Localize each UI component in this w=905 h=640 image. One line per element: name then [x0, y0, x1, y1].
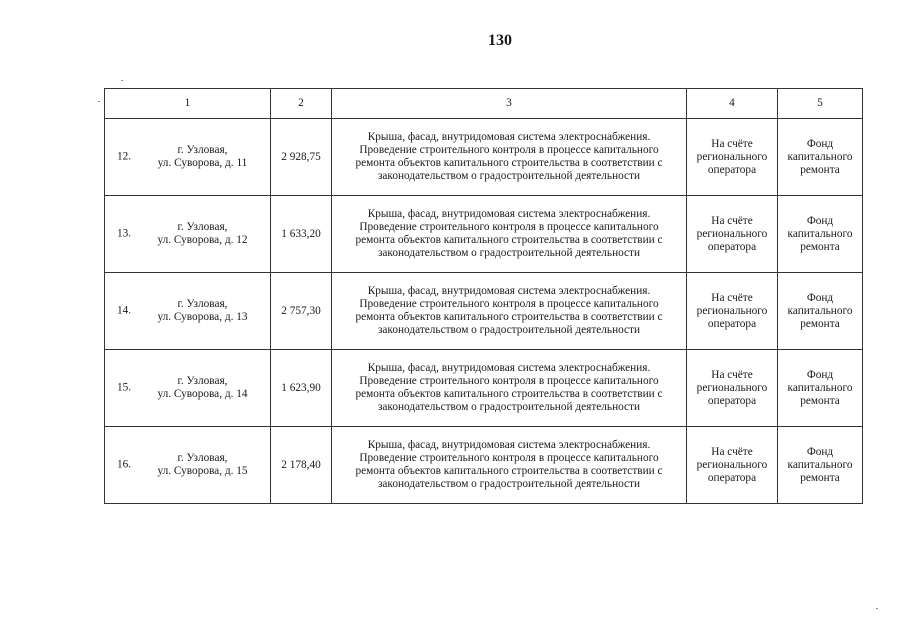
scan-speck — [121, 80, 123, 81]
table-row — [105, 273, 863, 350]
works-line: ремонта объектов капитального строительства в соответствии с — [355, 465, 663, 477]
works-line: ремонта объектов капитального строительства в соответствии с — [355, 234, 663, 246]
source-line: Фонд — [806, 368, 834, 381]
address-city: г. Узловая, — [177, 221, 228, 233]
page-number: 130 — [488, 32, 512, 49]
works-line: законодательством о градостроительной деятельности — [377, 478, 641, 490]
scan-speck — [876, 608, 878, 609]
source-cell — [778, 273, 863, 350]
address-cell — [105, 196, 271, 273]
address-street: ул. Суворова, д. 12 — [157, 234, 248, 246]
column-header: 5 — [778, 89, 863, 119]
works-line: ремонта объектов капитального строительства в соответствии с — [355, 388, 663, 400]
account-line: оператора — [707, 163, 757, 176]
works-line: Проведение строительного контроля в процессе капитального — [359, 375, 659, 387]
account-line: На счёте — [711, 291, 753, 304]
account-cell — [687, 196, 778, 273]
row-number: 14. — [117, 304, 132, 317]
source-cell — [778, 119, 863, 196]
account-line: оператора — [707, 240, 757, 253]
account-line: оператора — [707, 317, 757, 330]
source-line: капитального — [787, 150, 853, 163]
table-row — [105, 427, 863, 504]
works-line: Крыша, фасад, внутридомовая система электроснабжения. — [367, 285, 651, 297]
source-line: капитального — [787, 227, 853, 240]
works-line: законодательством о градостроительной деятельности — [377, 247, 641, 259]
works-line: Проведение строительного контроля в процессе капитального — [359, 221, 659, 233]
works-line: Крыша, фасад, внутридомовая система электроснабжения. — [367, 131, 651, 143]
source-cell — [778, 427, 863, 504]
address-city: г. Узловая, — [177, 375, 228, 387]
column-header: 4 — [687, 89, 778, 119]
source-line: ремонта — [800, 471, 840, 484]
works-cell — [332, 427, 687, 504]
address-cell — [105, 427, 271, 504]
works-line: Проведение строительного контроля в процессе капитального — [359, 298, 659, 310]
account-line: оператора — [707, 394, 757, 407]
source-line: капитального — [787, 458, 853, 471]
account-line: регионального — [696, 304, 768, 317]
table-row — [105, 196, 863, 273]
account-cell — [687, 427, 778, 504]
account-cell — [687, 273, 778, 350]
address-street: ул. Суворова, д. 15 — [157, 465, 248, 477]
works-line: законодательством о градостроительной деятельности — [377, 170, 641, 182]
row-number: 15. — [117, 381, 132, 394]
row-number: 16. — [117, 458, 132, 471]
repair-table — [104, 88, 863, 504]
row-number: 13. — [117, 227, 132, 240]
account-cell — [687, 350, 778, 427]
column-header: 3 — [332, 89, 687, 119]
column-header: 2 — [271, 89, 332, 119]
row-number: 12. — [117, 150, 132, 163]
account-line: оператора — [707, 471, 757, 484]
account-line: регионального — [696, 227, 768, 240]
works-line: Крыша, фасад, внутридомовая система электроснабжения. — [367, 362, 651, 374]
table-row — [105, 119, 863, 196]
address-cell — [105, 119, 271, 196]
address-street: ул. Суворова, д. 13 — [157, 311, 248, 323]
source-line: ремонта — [800, 394, 840, 407]
account-cell — [687, 119, 778, 196]
account-line: На счёте — [711, 137, 753, 150]
works-cell — [332, 196, 687, 273]
account-line: регионального — [696, 458, 768, 471]
source-line: капитального — [787, 381, 853, 394]
works-line: Крыша, фасад, внутридомовая система электроснабжения. — [367, 208, 651, 220]
amount-cell: 2 178,40 — [271, 427, 332, 504]
works-line: законодательством о градостроительной деятельности — [377, 401, 641, 413]
address-city: г. Узловая, — [177, 144, 228, 156]
works-cell — [332, 119, 687, 196]
amount-cell: 1 633,20 — [271, 196, 332, 273]
works-line: Проведение строительного контроля в процессе капитального — [359, 452, 659, 464]
works-line: ремонта объектов капитального строительства в соответствии с — [355, 311, 663, 323]
table-row — [105, 350, 863, 427]
account-line: На счёте — [711, 445, 753, 458]
works-line: Проведение строительного контроля в процессе капитального — [359, 144, 659, 156]
source-cell — [778, 350, 863, 427]
amount-cell: 1 623,90 — [271, 350, 332, 427]
source-line: Фонд — [806, 445, 834, 458]
address-street: ул. Суворова, д. 11 — [157, 157, 248, 169]
source-line: капитального — [787, 304, 853, 317]
address-cell — [105, 273, 271, 350]
works-line: Крыша, фасад, внутридомовая система электроснабжения. — [367, 439, 651, 451]
source-line: ремонта — [800, 240, 840, 253]
works-cell — [332, 350, 687, 427]
source-line: Фонд — [806, 137, 834, 150]
account-line: регионального — [696, 150, 768, 163]
address-city: г. Узловая, — [177, 452, 228, 464]
table-header-row — [105, 89, 863, 119]
address-city: г. Узловая, — [177, 298, 228, 310]
source-line: ремонта — [800, 317, 840, 330]
works-cell — [332, 273, 687, 350]
address-cell — [105, 350, 271, 427]
amount-cell: 2 928,75 — [271, 119, 332, 196]
source-cell — [778, 196, 863, 273]
address-street: ул. Суворова, д. 14 — [157, 388, 248, 400]
account-line: На счёте — [711, 368, 753, 381]
account-line: регионального — [696, 381, 768, 394]
works-line: законодательством о градостроительной деятельности — [377, 324, 641, 336]
works-line: ремонта объектов капитального строительства в соответствии с — [355, 157, 663, 169]
amount-cell: 2 757,30 — [271, 273, 332, 350]
account-line: На счёте — [711, 214, 753, 227]
source-line: ремонта — [800, 163, 840, 176]
source-line: Фонд — [806, 291, 834, 304]
scan-speck — [98, 101, 100, 102]
source-line: Фонд — [806, 214, 834, 227]
column-header: 1 — [105, 89, 271, 119]
